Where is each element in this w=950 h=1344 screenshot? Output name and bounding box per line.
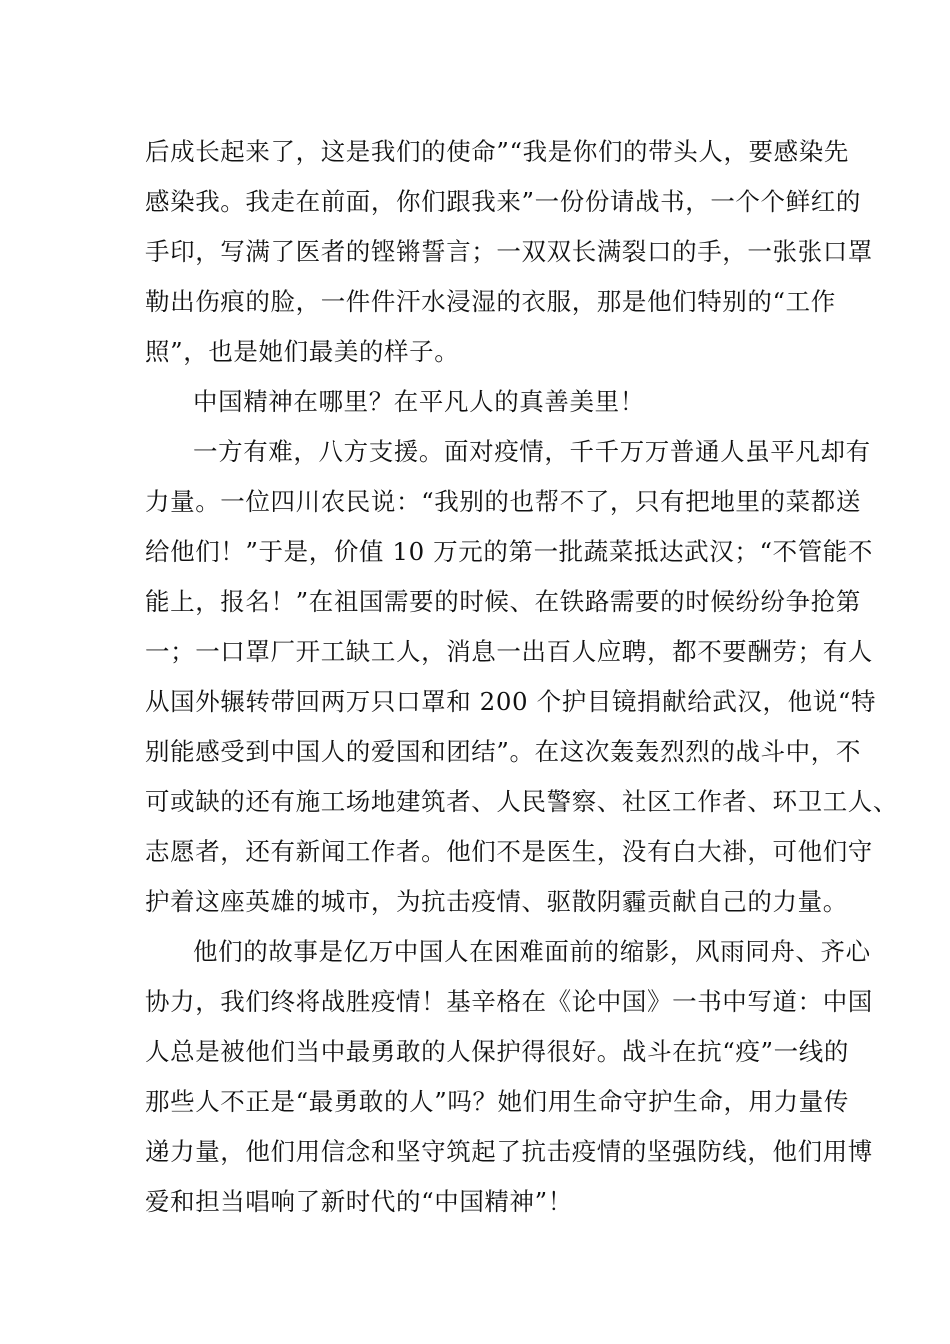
text-line: 护着这座英雄的城市，为抗击疫情、驱散阴霾贡献自己的力量。	[145, 887, 848, 916]
text-line: 手印，写满了医者的铿锵誓言；一双双长满裂口的手，一张张口罩	[145, 237, 873, 266]
text-line: 感染我。我走在前面，你们跟我来”一份份请战书，一个个鲜红的	[145, 187, 861, 216]
section-heading: 中国精神在哪里？在平凡人的真善美里！	[193, 387, 645, 416]
text-line: 从国外辗转带回两万只口罩和 200 个护目镜捐献给武汉，他说“特	[145, 687, 877, 716]
text-line: 勒出伤痕的脸，一件件汗水浸湿的衣服，那是他们特别的“工作	[145, 287, 836, 316]
paragraph-start: 他们的故事是亿万中国人在困难面前的缩影，风雨同舟、齐心	[193, 937, 871, 966]
text-line: 协力，我们终将战胜疫情！基辛格在《论中国》一书中写道：中国	[145, 987, 873, 1016]
text-line: 爱和担当唱响了新时代的“中国精神”！	[145, 1187, 573, 1216]
text-line: 别能感受到中国人的爱国和团结”。在这次轰轰烈烈的战斗中，不	[145, 737, 861, 766]
text-line: 力量。一位四川农民说：“我别的也帮不了，只有把地里的菜都送	[145, 487, 861, 516]
text-line: 后成长起来了，这是我们的使命”“我是你们的带头人，要感染先	[145, 137, 849, 166]
text-line: 可或缺的还有施工场地建筑者、人民警察、社区工作者、环卫工人、	[145, 787, 898, 816]
paragraph-start: 一方有难，八方支援。面对疫情，千千万万普通人虽平凡却有	[193, 437, 871, 466]
text-line: 递力量，他们用信念和坚守筑起了抗击疫情的坚强防线，他们用博	[145, 1137, 873, 1166]
text-line: 人总是被他们当中最勇敢的人保护得很好。战斗在抗“疫”一线的	[145, 1037, 849, 1066]
text-line: 能上，报名！”在祖国需要的时候、在铁路需要的时候纷纷争抢第	[145, 587, 861, 616]
text-line: 志愿者，还有新闻工作者。他们不是医生，没有白大褂，可他们守	[145, 837, 873, 866]
text-line: 照”，也是她们最美的样子。	[145, 337, 460, 366]
text-line: 那些人不正是“最勇敢的人”吗？她们用生命守护生命，用力量传	[145, 1087, 849, 1116]
text-line: 一；一口罩厂开工缺工人，消息一出百人应聘，都不要酬劳；有人	[145, 637, 873, 666]
text-line: 给他们！”于是，价值 10 万元的第一批蔬菜抵达武汉；“不管能不	[145, 537, 873, 566]
